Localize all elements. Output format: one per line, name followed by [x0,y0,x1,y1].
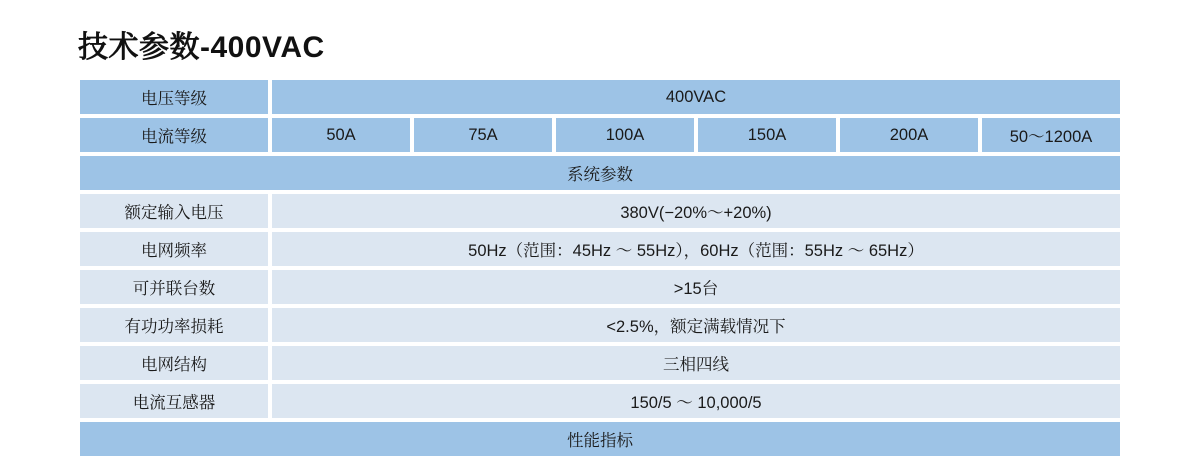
row-value: 50Hz（范围：45Hz ～ 55Hz），60Hz（范围：55Hz ～ 65Hz） [270,230,1122,268]
table-row [78,230,1122,268]
row-value: >15台 [270,268,1122,306]
table-row [78,78,1122,116]
section-heading-performance: 性能指标 [78,420,1122,458]
table-row [78,192,1122,230]
section-heading-system: 系统参数 [78,154,1122,192]
current-level-cell: 200A [838,116,980,154]
table-row [78,116,1122,154]
current-level-cell: 75A [412,116,554,154]
current-level-label: 电流等级 [78,116,270,154]
row-label: 电流互感器 [78,382,270,420]
row-label: 电网结构 [78,344,270,382]
page-title: 技术参数-400VAC [78,31,325,64]
table-row [78,382,1122,420]
current-level-cell: 100A [554,116,696,154]
voltage-level-value: 400VAC [270,78,1122,116]
spec-table [78,78,1122,458]
row-label: 有功功率损耗 [78,306,270,344]
current-level-cell: 50A [270,116,412,154]
current-level-cell: 150A [696,116,838,154]
row-label: 可并联台数 [78,268,270,306]
table-section-row [78,154,1122,192]
row-value: 380V(−20%～+20%) [270,192,1122,230]
row-value: <2.5%，额定满载情况下 [270,306,1122,344]
table-row [78,344,1122,382]
table-section-row [78,420,1122,458]
row-label: 电网频率 [78,230,270,268]
table-row [78,306,1122,344]
row-value: 150/5 ～ 10,000/5 [270,382,1122,420]
voltage-level-label: 电压等级 [78,78,270,116]
row-value: 三相四线 [270,344,1122,382]
table-row [78,268,1122,306]
row-label: 额定输入电压 [78,192,270,230]
current-level-cell: 50～1200A [980,116,1122,154]
